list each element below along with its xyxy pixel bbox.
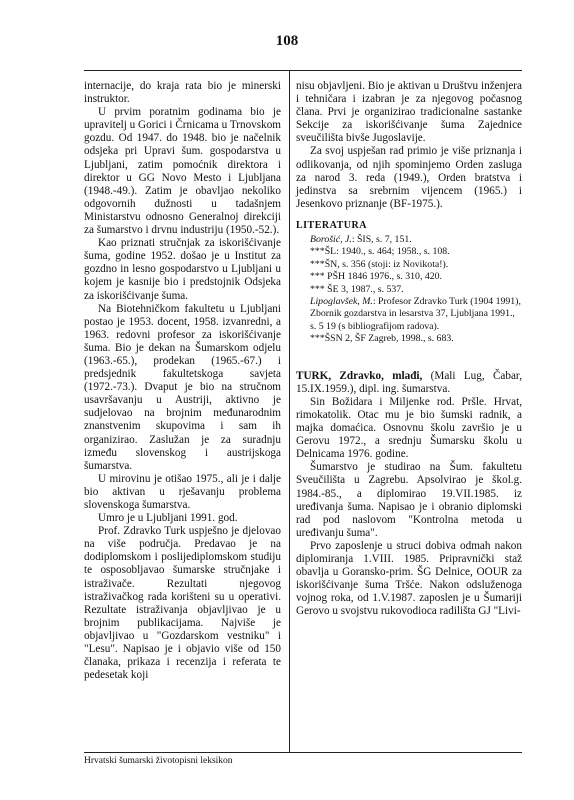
paragraph: internacije, do kraja rata bio je minerski instruktor. [84, 80, 281, 106]
reference-author: Lipoglavšek, M. [310, 296, 373, 308]
reference-item: Lipoglavšek, M.: Profesor Zdravko Turk (1904 1991), Zbornik gozdarstva in lesarstva 37, Ljubljana 1991., s. 5 19 (s bibliografijom radova). [310, 296, 521, 332]
bottom-rule [84, 752, 522, 753]
reference-item: ***ŠSN 2, ŠF Zagreb, 1998., s. 683. [310, 333, 454, 345]
reference-item: Borošić, J.: ŠIS, s. 7, 151. [310, 234, 412, 246]
reference-author: Borošić, J. [310, 234, 352, 246]
paragraph: Sin Božidara i Miljenke rod. Pršle. Hrvat, rimokatolik. Otac mu je bio šumski radnik, a majka domaćica. Osnovnu školu završio je u Gerovu 1972., a srednju Šumarsku školu u Delnicama 1976. godine. [296, 395, 522, 461]
paragraph: Prof. Zdravko Turk uspješno je djelovao na više područja. Predavao je na dodiplomskom i poslijediplomskom studiju te osposobljavao šumarske stručnjake i istraživače. Rezultati njegovog istraživačkog rada korišteni su u operativi. Rezultate istraživanja objavljivao je u brojnim publikacijama. Najviše je objavljivao u "Gozdarskom vestniku" i "Lesu". Napisao je i objavio više od 150 članaka, prikaza i recenzija i referata te pedesetak koji [84, 525, 281, 682]
entry-headword: TURK, Zdravko, mlađi, [296, 369, 423, 382]
entry-intro [296, 370, 522, 396]
paragraph: Šumarstvo je studirao na Šum. fakultetu Sveučilišta u Zagrebu. Apsolvirao je škol.g. 1984.-85., a diplomirao 19.VII.1985. iz uređivanja šuma. Napisao je i obranio diplomski rad pod naslovom "Kontrolna metoda u uređivanju šuma". [296, 461, 522, 539]
reference-item: ***ŠN, s. 356 (stoji: iz Novikota!). [310, 258, 449, 270]
right-column [296, 80, 522, 618]
literatura-heading: LITERATURA [296, 219, 367, 231]
reference-item: ***ŠL: 1940., s. 464; 1958., s. 108. [310, 246, 450, 258]
page-number: 108 [275, 33, 299, 49]
paragraph: Za svoj uspješan rad primio je više priznanja i odlikovanja, od njih spominjemo Orden zasluga za narod 3. reda (1949.), Orden bratstva i jedinstva sa srebrnim vijencem (1965.) i Jesenkovo priznanje (BF-1975.). [296, 145, 522, 210]
paragraph: U mirovinu je otišao 1975., ali je i dalje bio aktivan u rješavanju problema slovenskoga šumarstva. [84, 472, 281, 511]
column-divider [289, 70, 290, 752]
biography-entry [296, 370, 522, 619]
paragraph: U prvim poratnim godinama bio je upravitelj u Gorici i Črnicama u Trnovskom gozdu. Od 1947. do 1948. bio je načelnik odsjeka pri Upravi šum. gospodarstva u Ljubljani, zatim pomoćnik direktora i direktor u GG Novo Mesto i Ljubljana (1948.-49.). Zatim je obavljao nekoliko odgovornih dužnosti u tadašnjem Ministarstvu odnosno Generalnoj direkciji za šumarstvo i drvnu industriju (1950.-52.). [84, 106, 282, 237]
paragraph: Prvo zaposlenje u struci dobiva odmah nakon diplomiranja 1.VIII. 1985. Pripravnički staž obavlja u Goransko-prim. ŠG Delnice, OOUR za iskorišćivanje šuma Tršće. Nakon odsluženoga vojnog roka, od 1.V.1987. zaposlen je u Šumariji Gerovo u svojstvu rukovodioca radilišta GJ "Livi- [296, 539, 522, 618]
top-rule [84, 70, 522, 71]
entry-intro-text: (Mali Lug, Čabar, 15.IX.1959.), dipl. ing. šumarstva. [296, 369, 523, 395]
paragraph: Na Biotehničkom fakultetu u Ljubljani postao je 1953. docent, 1958. izvanredni, a 1963. redovni profesor za iskorišćivanje šuma. Bio je dekan na Šumarskom odjelu (1963.-65.), prodekan (1965.-67.) i predsjednik fakultetskoga savjeta (1972.-73.). Dvaput je bio na stručnom usavršavanju u Austriji, aktivno je sudjelovao na brojnim međunarodnim znanstvenim skupovima i sam ih organizirao. Zaslužan je za suradnju između slovenskog i austrijskoga šumarstva. [84, 302, 281, 472]
paragraph: Kao priznati stručnjak za iskorišćivanje šuma, godine 1952. došao je u Institut za gozdno in lesno gospodarstvo u Ljubljani u kojem je kasnije bio i predstojnik Odsjeka za iskorišćivanje šuma. [84, 237, 281, 302]
paragraph: nisu objavljeni. Bio je aktivan u Društvu inženjera i tehničara i izabran je za njegovog počasnog člana. Prvi je organizirao tradicionalne sastanke Sekcije za iskorišćivanje šuma Zajednice sveučilišta bivše Jugoslavije. [296, 80, 522, 145]
footer-title: Hrvatski šumarski životopisni leksikon [84, 756, 233, 766]
paragraph: Umro je u Ljubljani 1991. god. [98, 512, 238, 525]
left-column [84, 80, 281, 682]
reference-item: *** PŠH 1846 1976., s. 310, 420. [310, 271, 442, 283]
reference-item: *** ŠE 3, 1987., s. 537. [310, 283, 404, 295]
